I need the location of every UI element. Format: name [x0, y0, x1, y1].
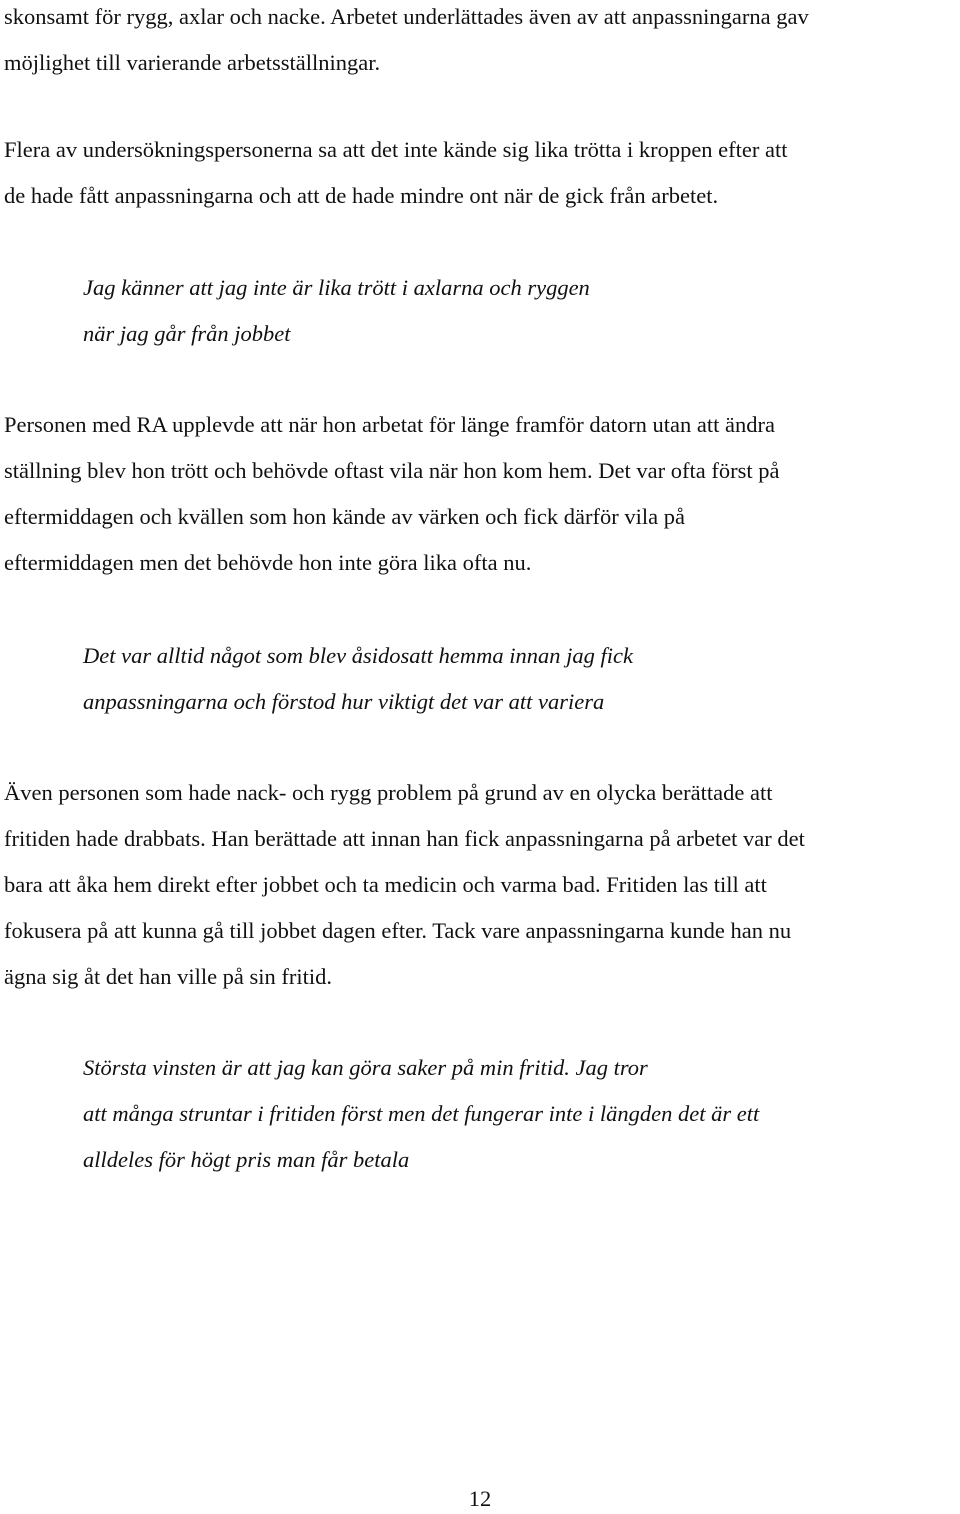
- text-line: Personen med RA upplevde att när hon arbetat för länge framför datorn utan att ändra: [4, 412, 775, 437]
- quote-3: [83, 1045, 759, 1183]
- page-number: 12: [468, 1486, 492, 1511]
- quote-line: alldeles för högt pris man får betala: [83, 1147, 410, 1172]
- text-line: bara att åka hem direkt efter jobbet och ta medicin och varma bad. Fritiden las till att: [4, 872, 767, 897]
- quote-2: [83, 633, 633, 725]
- paragraph-1: [4, 0, 809, 86]
- text-line: ställning blev hon trött och behövde oftast vila när hon kom hem. Det var ofta först på: [4, 458, 780, 483]
- text-line: eftermiddagen och kvällen som hon kände av värken och fick därför vila på: [4, 504, 685, 529]
- quote-line: när jag går från jobbet: [83, 321, 291, 346]
- quote-line: Det var alltid något som blev åsidosatt hemma innan jag fick: [83, 643, 633, 668]
- quote-1: [83, 265, 590, 357]
- quote-line: att många struntar i fritiden först men det fungerar inte i längden det är ett: [83, 1101, 760, 1126]
- quote-line: Jag känner att jag inte är lika trött i axlarna och ryggen: [83, 275, 590, 300]
- text-line: eftermiddagen men det behövde hon inte göra lika ofta nu.: [4, 550, 532, 575]
- text-line: skonsamt för rygg, axlar och nacke. Arbetet underlättades även av att anpassningarna gav: [4, 4, 809, 29]
- paragraph-4: [4, 770, 805, 1000]
- text-line: Även personen som hade nack- och rygg problem på grund av en olycka berättade att: [4, 780, 773, 805]
- text-line: ägna sig åt det han ville på sin fritid.: [4, 964, 333, 989]
- quote-line: anpassningarna och förstod hur viktigt det var att variera: [83, 689, 605, 714]
- text-line: Flera av undersökningspersonerna sa att det inte kände sig lika trötta i kroppen efter att: [4, 137, 788, 162]
- text-line: fokusera på att kunna gå till jobbet dagen efter. Tack vare anpassningarna kunde han nu: [4, 918, 792, 943]
- quote-line: Största vinsten är att jag kan göra saker på min fritid. Jag tror: [83, 1055, 648, 1080]
- paragraph-2: [4, 127, 788, 219]
- text-line: möjlighet till varierande arbetsställningar.: [4, 50, 381, 75]
- text-line: de hade fått anpassningarna och att de hade mindre ont när de gick från arbetet.: [4, 183, 719, 208]
- text-line: fritiden hade drabbats. Han berättade att innan han fick anpassningarna på arbetet var det: [4, 826, 805, 851]
- paragraph-3: [4, 402, 779, 586]
